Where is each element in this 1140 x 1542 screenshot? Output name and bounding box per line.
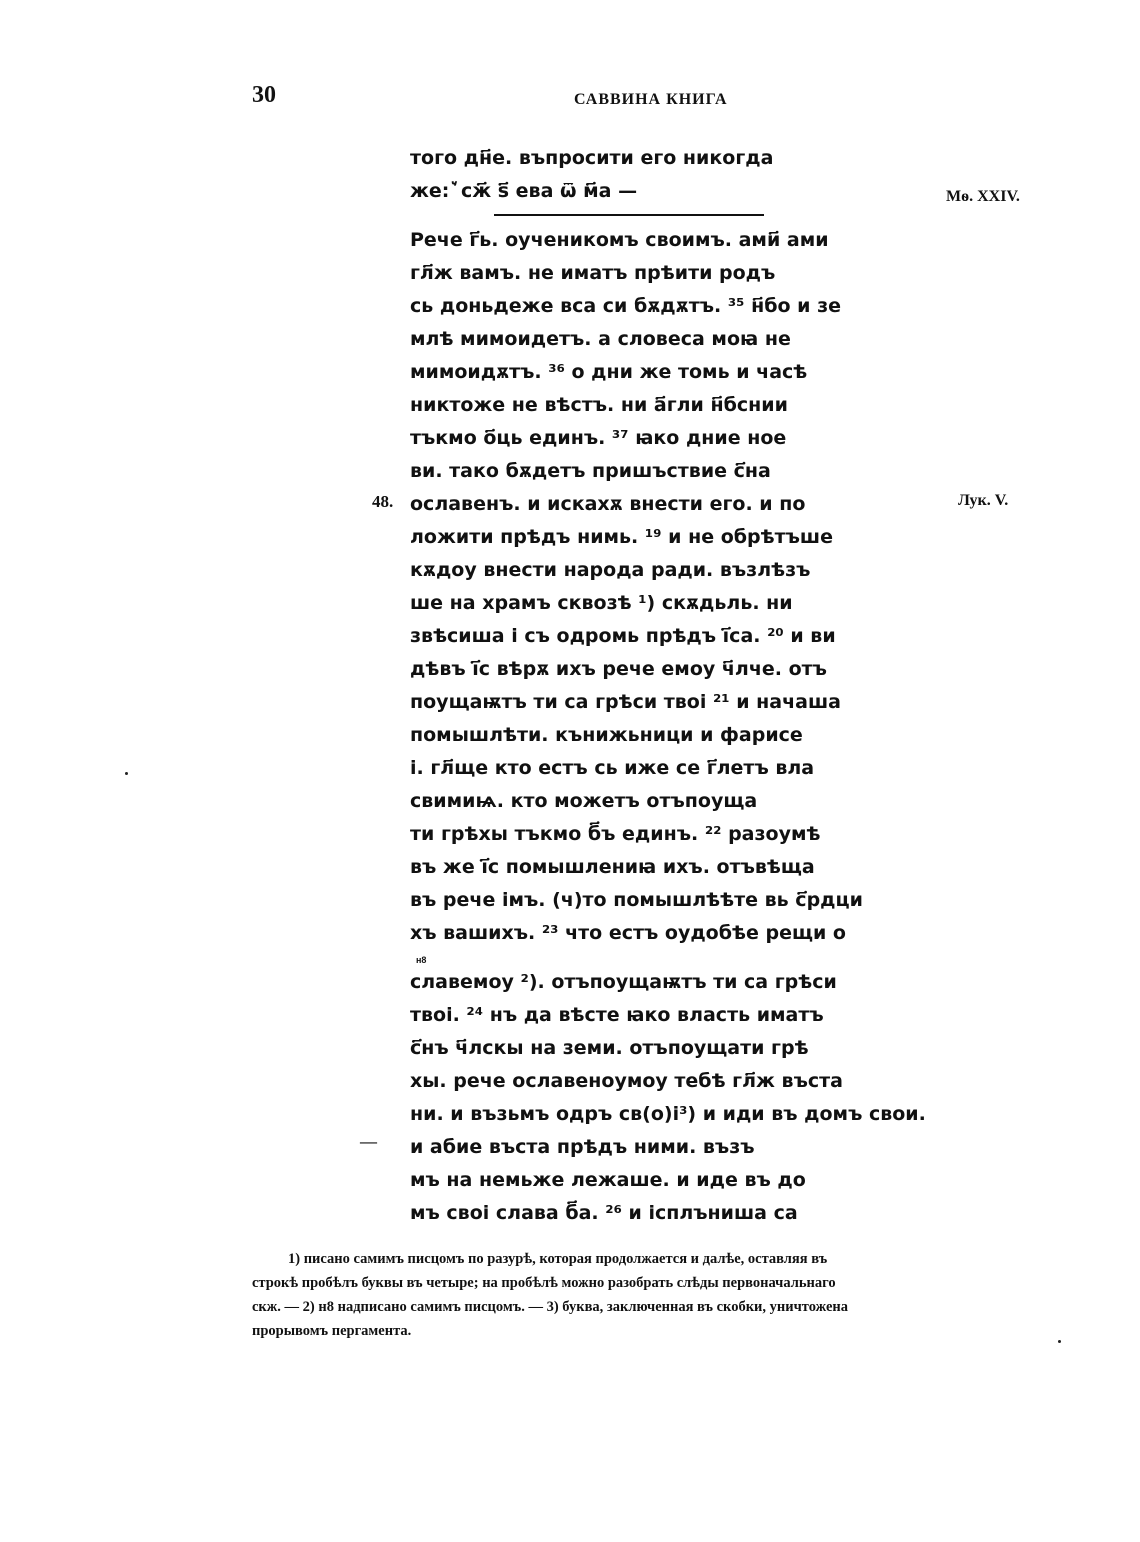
text-line: и абие въста прѣдъ ними. възъ — [410, 1136, 755, 1158]
text-line: Рече г҃ь. оученикомъ своимъ. ами҃ ами — [410, 229, 829, 251]
text-line: ви. тако бѫдетъ пришъствие с҃на — [410, 460, 771, 482]
margin-dash: — — [360, 1132, 377, 1151]
interlinear-note: н8 — [416, 955, 427, 965]
text-line: кѫдоу внести народа ради. възлѣзъ — [410, 559, 811, 581]
text-line: дѣвъ і҃с вѣрѫ ихъ рече емоу ч҃лче. отъ — [410, 658, 827, 680]
footnote-line: строкѣ пробѣлъ буквы въ четыре; на пробѣлѣ можно разобрать слѣды первоначальнаго — [252, 1275, 836, 1291]
text-line: же: ꙽ сж҃ ѕ҃ ева ѿ м҃а — — [410, 180, 638, 202]
text-line: мъ своi слава б҃а. ²⁶ и iсплъниша са — [410, 1202, 798, 1224]
text-line: хы. рече ославеноумоу тебѣ гл҃ж въста — [410, 1070, 843, 1092]
text-line: въ рече iмъ. (ч)то помышлѣѣте вь с҃рдци — [410, 889, 863, 911]
page-speck — [125, 772, 128, 775]
text-line: свимиѩ. кто можетъ отъпоуща — [410, 790, 758, 812]
text-line: с҃нъ ч҃лскы на земи. отъпоущати грѣ — [410, 1037, 809, 1059]
text-line: никтоже не вѣстъ. ни а҃гли н҃бснии — [410, 394, 788, 416]
text-line: хъ вашихъ. ²³ что естъ оудобѣе рещи о — [410, 922, 846, 944]
text-line: сь доньдеже вса си бѫдѫтъ. ³⁵ н҃бо и зе — [410, 295, 841, 317]
section-rule — [410, 208, 880, 224]
text-line: ше на храмъ сквозѣ ¹) скѫдьль. ни — [410, 592, 793, 614]
text-line: ославенъ. и искахѫ внести его. и по — [410, 493, 806, 515]
text-line: мъ на немьже лежаше. и иде въ до — [410, 1169, 806, 1191]
text-line: помышлѣти. кънижьници и фарисе — [410, 724, 803, 746]
margin-ref-matthew: Мѳ. XXIV. — [946, 188, 1020, 205]
text-line: млѣ мимоидетъ. а словеса моꙗ не — [410, 328, 791, 350]
footnote-line: 1) писано самимъ писцомъ по разурѣ, которая продолжается и далѣе, оставляя въ — [288, 1251, 828, 1267]
text-line: ти грѣхы тъкмо б҃ъ единъ. ²² разоумѣ — [410, 823, 821, 845]
text-line: тъкмо о҃ць единъ. ³⁷ ꙗко дние ное — [410, 427, 787, 449]
main-text-block — [410, 142, 926, 1230]
text-line: гл҃ж вамъ. не иматъ прѣити родъ — [410, 262, 776, 284]
text-line: поущаѭтъ ти са грѣси твоi ²¹ и начаша — [410, 691, 841, 713]
running-title: САВВИНА КНИГА — [574, 91, 728, 108]
page-number: 30 — [252, 82, 276, 108]
margin-ref-luke: Лук. V. — [958, 492, 1009, 509]
text-line: ни. и възьмъ одръ св(о)i³) и иди въ домъ свои. — [410, 1103, 926, 1125]
text-line: твоi. ²⁴ нъ да вѣсте ꙗко власть иматъ — [410, 1004, 824, 1026]
footnote-line: прорывомъ пергамента. — [252, 1323, 412, 1339]
footnote-line: скж. — 2) н8 надписано самимъ писцомъ. — 3) буква, заключенная въ скобки, уничтожена — [252, 1299, 848, 1315]
page-speck — [1058, 1340, 1061, 1343]
text-line: того дн҃е. въпросити его никогда — [410, 147, 774, 169]
footnotes — [252, 1247, 1042, 1343]
text-line: i. гл҃ще кто естъ сь иже се г҃летъ вла — [410, 757, 815, 779]
text-line: въ же і҃с помышлениꙗ ихъ. отъвѣща — [410, 856, 815, 878]
text-line: звѣсиша i съ одромь прѣдъ і҃са. ²⁰ и ви — [410, 625, 836, 647]
text-line: мимоидѫтъ. ³⁶ о дни же томь и часѣ — [410, 361, 808, 383]
text-line: ложити прѣдъ нимь. ¹⁹ и не обрѣтъше — [410, 526, 833, 548]
interlinear-gap — [410, 950, 880, 966]
text-line: славемоу ²). отъпоущаѭтъ ти са грѣси — [410, 971, 837, 993]
margin-verse-number: 48. — [372, 492, 394, 511]
